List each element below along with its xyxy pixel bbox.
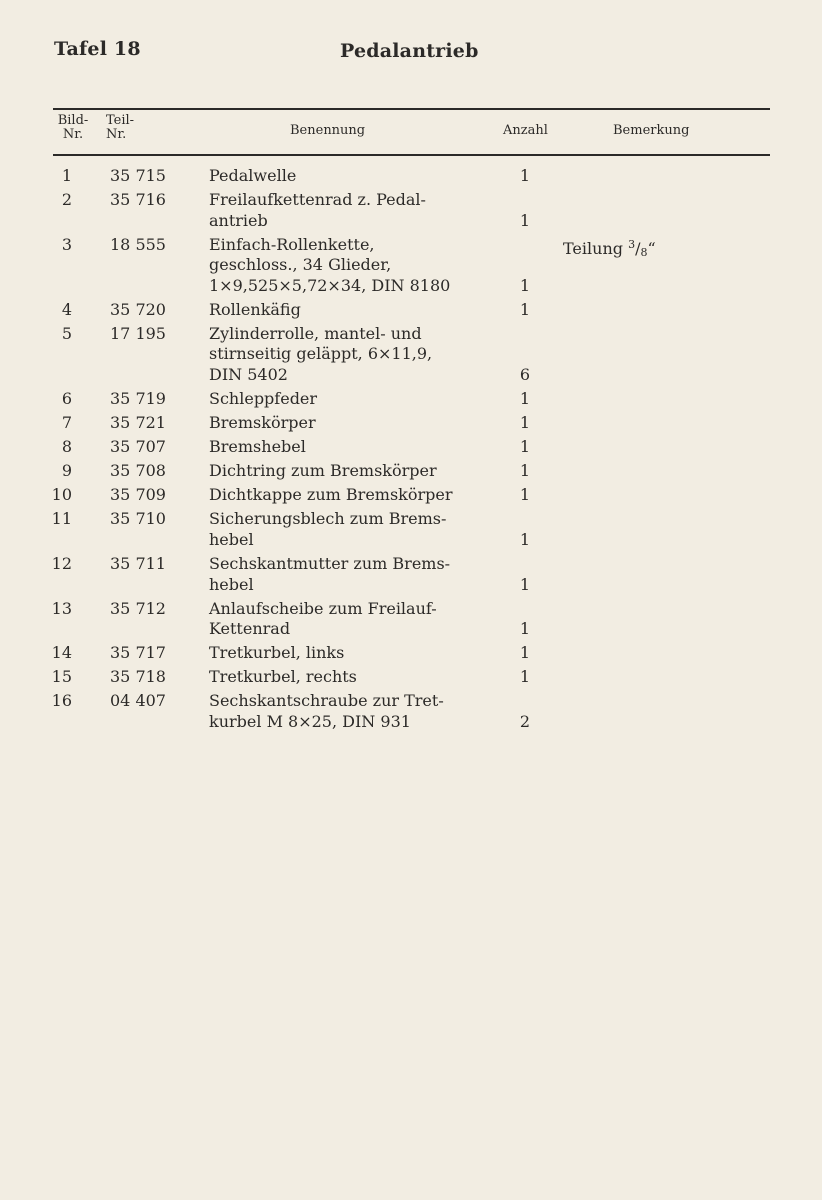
table-row: [0, 324, 822, 386]
designation-line: Einfach-Rollenkette,: [209, 234, 375, 254]
designation-line: Kettenrad: [209, 619, 291, 639]
part-number: 35 709: [110, 485, 166, 505]
part-designation: [209, 413, 509, 434]
part-number: 35 717: [110, 643, 166, 663]
designation-line: Schleppfeder: [209, 388, 318, 408]
designation-line: geschloss., 34 Glieder,: [209, 255, 392, 275]
quantity: 1: [519, 667, 531, 687]
figure-number: 15: [51, 667, 72, 687]
table-row: [0, 300, 822, 321]
quantity: 1: [519, 299, 531, 319]
table-row: [0, 166, 822, 187]
designation-line: Tretkurbel, rechts: [209, 667, 357, 687]
figure-number: 14: [51, 643, 72, 663]
figure-number: 7: [61, 413, 72, 433]
designation-line: Rollenkäfig: [209, 299, 301, 319]
parts-table-body: [0, 166, 822, 736]
table-row: [0, 461, 822, 482]
figure-number: 1: [61, 166, 72, 185]
quantity: 6: [519, 364, 531, 384]
quantity: 1: [519, 210, 531, 230]
designation-line: Anlaufscheibe zum Freilauf-: [209, 598, 437, 618]
designation-line: kurbel M 8×25, DIN 931: [209, 711, 411, 731]
designation-line: Tretkurbel, links: [209, 643, 345, 663]
table-row: [0, 235, 822, 297]
table-header: [0, 110, 822, 154]
designation-line: Bremskörper: [209, 413, 316, 433]
quantity: 1: [519, 275, 531, 295]
column-header-teil: [106, 114, 148, 142]
column-header-bild: [52, 114, 94, 142]
part-number: 35 712: [110, 598, 166, 618]
designation-line: Sicherungsblech zum Brems-: [209, 509, 447, 529]
table-row: [0, 509, 822, 550]
part-number: 35 715: [110, 166, 166, 185]
column-header-teil-line2: Nr.: [106, 127, 127, 142]
figure-number: 13: [51, 598, 72, 618]
table-row: [0, 599, 822, 640]
part-number: 35 716: [110, 190, 166, 210]
part-number: 35 710: [110, 509, 166, 529]
part-designation: [209, 667, 509, 688]
quantity: 1: [519, 437, 531, 457]
part-designation: [209, 485, 509, 506]
part-number: 35 711: [110, 554, 166, 574]
figure-number: 10: [51, 485, 72, 505]
part-number: 35 718: [110, 667, 166, 687]
remark-text: Teilung: [563, 238, 623, 258]
part-designation: [209, 643, 509, 664]
table-header-rule: [53, 154, 770, 156]
part-number: 35 721: [110, 413, 166, 433]
table-row: [0, 485, 822, 506]
part-number: 04 407: [110, 691, 166, 711]
designation-line: 1×9,525×5,72×34, DIN 8180: [209, 275, 451, 295]
designation-line: Pedalwelle: [209, 166, 297, 185]
designation-line: Zylinderrolle, mantel- und: [209, 323, 422, 343]
designation-line: Dichtring zum Bremskörper: [209, 461, 437, 481]
figure-number: 9: [61, 461, 72, 481]
part-designation: [209, 235, 509, 297]
quantity: 1: [519, 643, 531, 663]
designation-line: hebel: [209, 574, 254, 594]
designation-line: hebel: [209, 529, 254, 549]
figure-number: 5: [61, 323, 72, 343]
remark-fraction-denominator: 8: [640, 245, 648, 259]
remark-fraction-numerator: 3: [628, 237, 636, 251]
figure-number: 2: [61, 190, 72, 210]
table-row: [0, 190, 822, 231]
designation-line: Dichtkappe zum Bremskörper: [209, 485, 453, 505]
part-number: 35 719: [110, 388, 166, 408]
quantity: 1: [519, 485, 531, 505]
part-number: 35 708: [110, 461, 166, 481]
part-number: 17 195: [110, 323, 166, 343]
quantity: 1: [519, 529, 531, 549]
part-designation: [209, 166, 509, 187]
part-designation: [209, 389, 509, 410]
table-row: [0, 691, 822, 732]
part-designation: [209, 437, 509, 458]
table-row: [0, 554, 822, 595]
column-header-benennung: Benennung: [290, 123, 366, 138]
page-header: [0, 0, 822, 100]
table-row: [0, 413, 822, 434]
quantity: 1: [519, 388, 531, 408]
part-designation: [209, 461, 509, 482]
part-designation: [209, 300, 509, 321]
table-row: [0, 667, 822, 688]
table-row: [0, 437, 822, 458]
column-header-teil-line1: Teil-: [106, 113, 135, 128]
figure-number: 6: [61, 388, 72, 408]
designation-line: antrieb: [209, 210, 268, 230]
page-title: Pedalantrieb: [340, 40, 479, 62]
part-number: 18 555: [110, 234, 166, 254]
figure-number: 16: [51, 691, 72, 711]
column-header-bild-line1: Bild-: [57, 113, 89, 128]
part-number: 35 707: [110, 437, 166, 457]
quantity: 2: [519, 711, 531, 731]
designation-line: stirnseitig geläppt, 6×11,9,: [209, 344, 433, 364]
designation-line: Sechskantschraube zur Tret-: [209, 691, 444, 711]
quantity: 1: [519, 413, 531, 433]
column-header-anzahl: Anzahl: [503, 123, 548, 138]
figure-number: 12: [51, 554, 72, 574]
quantity: 1: [519, 461, 531, 481]
designation-line: Bremshebel: [209, 437, 306, 457]
figure-number: 8: [61, 437, 72, 457]
part-designation: [209, 190, 509, 231]
designation-line: Sechskantmutter zum Brems-: [209, 554, 451, 574]
quantity: 1: [519, 166, 531, 185]
table-row: [0, 643, 822, 664]
figure-number: 3: [61, 234, 72, 254]
quantity: 1: [519, 574, 531, 594]
designation-line: DIN 5402: [209, 364, 288, 384]
remark: Teilung $^3$/8“: [563, 237, 656, 259]
column-header-bild-line2: Nr.: [62, 127, 84, 142]
part-designation: [209, 324, 509, 386]
part-designation: [209, 599, 509, 640]
designation-line: Freilaufkettenrad z. Pedal-: [209, 190, 426, 210]
plate-label: Tafel 18: [54, 38, 141, 60]
table-row: [0, 389, 822, 410]
quantity: 1: [519, 619, 531, 639]
column-header-bemerkung: Bemerkung: [613, 123, 690, 138]
remark-unit: “: [647, 238, 656, 258]
figure-number: 11: [51, 509, 72, 529]
figure-number: 4: [61, 299, 72, 319]
part-designation: [209, 691, 509, 732]
part-designation: [209, 554, 509, 595]
part-designation: [209, 509, 509, 550]
part-number: 35 720: [110, 299, 166, 319]
